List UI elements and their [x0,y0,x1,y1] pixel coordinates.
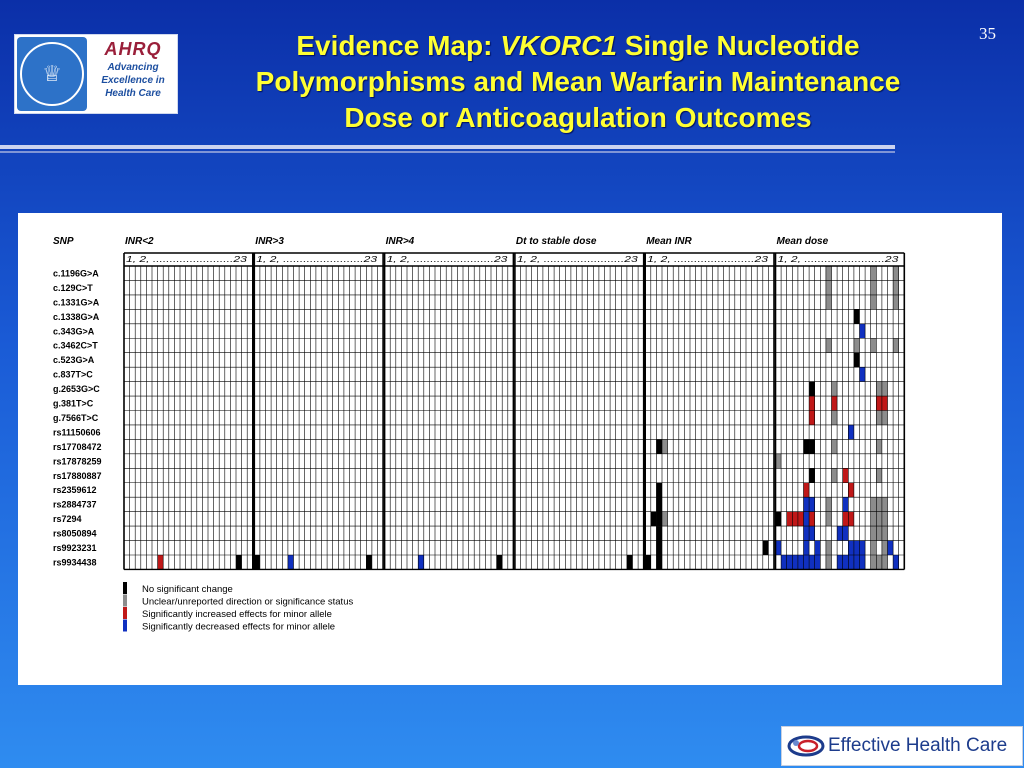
evidence-cell [787,512,793,526]
ahrq-tagline-2: Excellence in [101,75,165,86]
evidence-cell [832,396,838,410]
evidence-cell [860,367,866,381]
ahrq-tagline-1: Advancing [107,62,159,73]
evidence-cell [871,280,877,294]
column-range-label: 1, 2, ........................23 [126,254,248,264]
evidence-cell [882,541,888,555]
evidence-cell [804,439,810,453]
snp-label: rs17880887 [53,470,102,481]
evidence-cell [876,555,882,569]
row-header: SNP [53,236,74,247]
evidence-cell [854,541,860,555]
evidence-cell [843,526,849,540]
evidence-cell [792,512,798,526]
evidence-cell [871,512,877,526]
evidence-cell [893,280,899,294]
title-divider [0,145,895,149]
group-label: Mean INR [646,236,692,247]
ehc-label: Effective Health Care [828,735,1008,756]
evidence-cell [809,512,815,526]
evidence-cell [876,512,882,526]
evidence-cell [882,382,888,396]
evidence-cell [826,497,832,511]
snp-label: rs17708472 [53,441,102,452]
evidence-cell [804,555,810,569]
evidence-cell [871,338,877,352]
evidence-cell [893,338,899,352]
evidence-cell [876,497,882,511]
evidence-cell [809,555,815,569]
evidence-cell [798,512,804,526]
logo-panel [14,34,178,114]
column-range-label: 1, 2, ........................23 [256,254,378,264]
snp-label: c.837T>C [53,369,93,380]
evidence-cell [804,541,810,555]
snp-label: c.523G>A [53,355,95,366]
evidence-cell [871,266,877,280]
group-label: INR>3 [255,236,284,247]
evidence-cell [809,382,815,396]
snp-label: rs7294 [53,514,82,525]
ehc-swirl-icon [786,731,826,761]
evidence-cell [804,512,810,526]
hhs-seal-icon: ♕ [17,37,87,111]
title-gene: VKORC1 [500,30,617,61]
evidence-cell [809,497,815,511]
snp-label: rs11150606 [53,427,101,438]
snp-label: c.1338G>A [53,311,100,322]
snp-label: g.381T>C [53,398,94,409]
evidence-cell [809,526,815,540]
evidence-cell [776,512,782,526]
evidence-cell [876,411,882,425]
evidence-cell [826,295,832,309]
evidence-cell [236,555,242,569]
evidence-cell [882,497,888,511]
evidence-cell [763,541,769,555]
evidence-cell [854,555,860,569]
evidence-cell [860,541,866,555]
legend-swatch [123,620,127,632]
legend-label: No significant change [142,584,233,595]
evidence-cell [656,439,662,453]
legend-label: Significantly increased effects for minor allele [142,609,332,620]
evidence-cell [815,541,821,555]
evidence-cell [418,555,424,569]
snp-label: c.1331G>A [53,297,100,308]
evidence-cell [651,512,657,526]
evidence-cell [776,541,782,555]
evidence-cell [871,555,877,569]
evidence-cell [826,541,832,555]
evidence-cell [787,555,793,569]
legend-label: Significantly decreased effects for minor allele [142,621,336,633]
evidence-cell [882,526,888,540]
evidence-cell [662,439,668,453]
group-label: Mean dose [776,236,829,247]
evidence-cell [804,483,810,497]
evidence-cell [832,439,838,453]
group-label: INR<2 [125,236,154,247]
evidence-cell [848,555,854,569]
evidence-cell [876,439,882,453]
title-line3: Dose or Anticoagulation Outcomes [344,102,812,133]
snp-label: rs9923231 [53,543,97,553]
evidence-cell [656,512,662,526]
chart-panel [18,213,1002,685]
legend-label: Unclear/unreported direction or significance status [142,596,354,608]
evidence-cell [888,541,894,555]
evidence-cell [871,526,877,540]
evidence-cell [776,454,782,468]
evidence-cell [843,468,849,482]
evidence-cell [656,541,662,555]
column-range-label: 1, 2, ........................23 [516,254,639,264]
evidence-cell [848,512,854,526]
evidence-cell [854,338,860,352]
evidence-cell [662,512,668,526]
evidence-cell [798,555,804,569]
evidence-cell [871,295,877,309]
evidence-cell [826,512,832,526]
legend-swatch [123,607,127,619]
evidence-cell [848,425,854,439]
evidence-cell [854,353,860,367]
evidence-cell [882,512,888,526]
evidence-cell [871,497,877,511]
column-range-label: 1, 2, ........................23 [386,254,508,264]
evidence-map-chart [18,213,1002,685]
evidence-cell [876,396,882,410]
evidence-cell [158,555,164,569]
title-prefix: Evidence Map: [296,30,501,61]
title-line2: Polymorphisms and Mean Warfarin Maintenance [255,66,901,97]
legend-swatch [123,595,127,607]
evidence-cell [893,555,899,569]
evidence-cell [254,555,260,569]
evidence-cell [832,382,838,396]
evidence-cell [656,526,662,540]
column-range-label: 1, 2, ........................23 [647,254,769,264]
evidence-cell [804,497,810,511]
evidence-cell [848,483,854,497]
evidence-cell [843,497,849,511]
evidence-cell [656,483,662,497]
snp-label: g.7566T>C [53,412,99,423]
evidence-cell [860,324,866,338]
evidence-cell [893,295,899,309]
column-range-label: 1, 2, ........................23 [777,254,899,264]
snp-label: c.1196G>A [53,268,99,279]
group-label: INR>4 [385,236,415,247]
evidence-cell [860,555,866,569]
ahrq-brand: AHRQ [104,39,162,59]
title-line1-rest: Single Nucleotide [616,30,860,61]
evidence-cell [809,468,815,482]
snp-label: rs9934438 [53,557,97,568]
evidence-cell [826,280,832,294]
effective-health-care-logo [781,726,1023,766]
slide-number: 35 [979,24,996,43]
evidence-cell [882,411,888,425]
evidence-cell [826,338,832,352]
evidence-cell [656,555,662,569]
evidence-cell [832,468,838,482]
evidence-cell [843,555,849,569]
evidence-cell [882,555,888,569]
evidence-cell [826,266,832,280]
evidence-cell [876,526,882,540]
evidence-cell [832,411,838,425]
legend-swatch [123,582,127,594]
evidence-cell [876,468,882,482]
evidence-cell [871,541,877,555]
snp-label: g.2653G>C [53,384,100,395]
snp-label: rs2359612 [53,485,97,496]
snp-label: rs17878259 [53,456,102,467]
evidence-cell [809,439,815,453]
evidence-cell [809,396,815,410]
evidence-cell [781,555,787,569]
snp-label: c.129C>T [53,282,93,293]
evidence-cell [497,555,503,569]
evidence-cell [837,555,843,569]
evidence-cell [792,555,798,569]
evidence-cell [843,512,849,526]
snp-label: rs8050894 [53,528,97,539]
evidence-cell [848,541,854,555]
evidence-cell [804,526,810,540]
evidence-cell [837,526,843,540]
evidence-cell [815,555,821,569]
evidence-cell [854,309,860,323]
evidence-cell [882,396,888,410]
evidence-cell [876,382,882,396]
snp-label: c.343G>A [53,326,95,337]
evidence-cell [288,555,294,569]
evidence-cell [809,411,815,425]
evidence-cell [893,266,899,280]
slide-title [178,28,978,136]
group-label: Dt to stable dose [515,236,597,247]
evidence-cell [656,497,662,511]
evidence-cell [645,555,651,569]
evidence-cell [627,555,633,569]
evidence-cell [826,555,832,569]
snp-label: c.3462C>T [53,340,98,351]
title-divider-shadow [0,151,895,153]
ahrq-logo [93,39,173,109]
snp-label: rs2884737 [53,499,97,510]
ahrq-tagline-3: Health Care [105,88,161,99]
evidence-cell [366,555,372,569]
